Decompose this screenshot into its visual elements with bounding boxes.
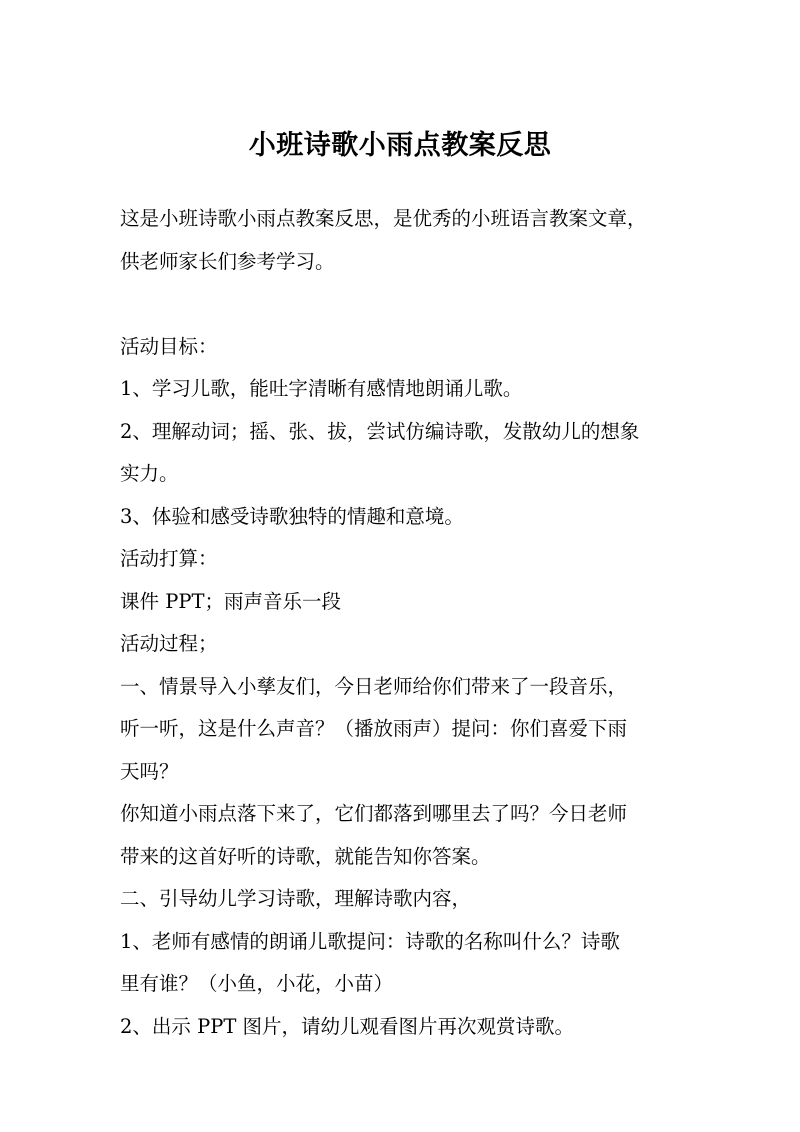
section-heading: 活动过程； [120, 632, 218, 655]
section-heading: 活动打算： [120, 547, 218, 570]
paragraph-line: 3、体验和感受诗歌独特的情趣和意境。 [120, 504, 464, 528]
paragraph-line: 这是小班诗歌小雨点教案反思，是优秀的小班语言教案文章， [120, 207, 647, 230]
paragraph-line: 你知道小雨点落下来了，它们都落到哪里去了吗？今日老师 [120, 802, 628, 825]
paragraph-line: 听一听，这是什么声音？（播放雨声）提问：你们喜爱下雨 [120, 717, 628, 740]
paragraph-line: 供老师家长们参考学习。 [120, 249, 335, 273]
paragraph-line: 1、老师有感情的朗诵儿歌提问：诗歌的名称叫什么？诗歌 [120, 929, 620, 953]
paragraph-line: 二、引导幼儿学习诗歌，理解诗歌内容， [120, 887, 472, 910]
paragraph-line: 带来的这首好听的诗歌，就能告知你答案。 [120, 844, 491, 868]
paragraph-line: 实力。 [120, 462, 179, 485]
paragraph-line: 天吗？ [120, 759, 179, 783]
paragraph-line: 2、理解动词；摇、张、拔，尝试仿编诗歌，发散幼儿的想象 [120, 419, 640, 443]
paragraph-line: 里有谁？（小鱼，小花，小苗） [120, 972, 394, 995]
document-body [120, 198, 690, 1048]
paragraph-line: 1、学习儿歌，能吐字清晰有感情地朗诵儿歌。 [120, 377, 523, 400]
paragraph-line: 课件 PPT；雨声音乐一段 [120, 589, 341, 613]
paragraph-line: 2、出示 PPT 图片，请幼儿观看图片再次观赏诗歌。 [120, 1014, 575, 1038]
document-title: 小班诗歌小雨点教案反思 [248, 130, 552, 161]
section-heading: 活动目标： [120, 334, 218, 358]
paragraph-line: 一、情景导入小孳友们，今日老师给你们带来了一段音乐， [120, 674, 628, 698]
blank-line [120, 283, 690, 326]
